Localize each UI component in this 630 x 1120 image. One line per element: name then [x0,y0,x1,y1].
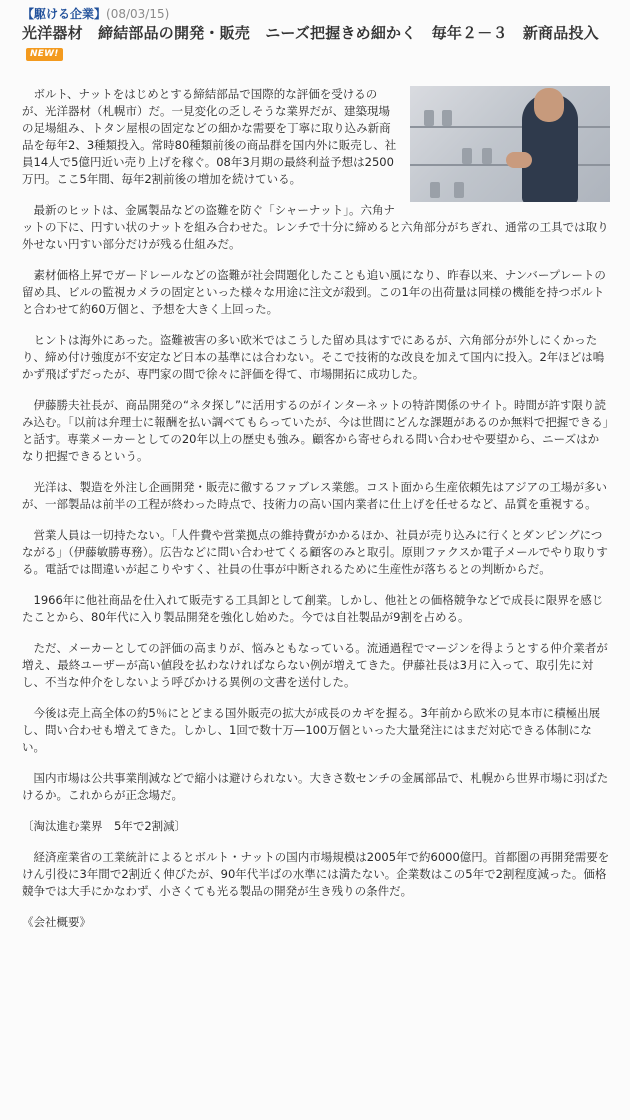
paragraph: 光洋は、製造を外注し企画開発・販売に徹するファブレス業態。コスト面から生産依頼先はアジアの工場が多いが、一部製品は前半の工程が終わった時点で、技術力の高い国内業者に仕上げを任せるなど、品質を重視する。 [22,480,607,511]
company-overview-heading: 《会社概要》 [22,915,91,929]
category-label[interactable]: 【駆ける企業】 [22,7,107,21]
paragraph: 素材価格上昇でガードレールなどの盗難が社会問題化したことも追い風になり、昨春以来、ナンバープレートの留め具、ビルの監視カメラの固定といった様々な用途に注文が殺到。この1年の出荷量は同様の機能を持つボルトと合わせて約60万個と、予想を大きく上回った。 [22,268,606,316]
paragraph: 1966年に他社商品を仕入れて販売する工具卸として創業。しかし、他社との価格競争などで成長に限界を感じたことから、80年代に入り製品開発を強化し始めた。今では自社製品が9割を占める。 [22,593,604,624]
paragraph: 国内市場は公共事業削減などで縮小は避けられない。大きさ数センチの金属部品で、札幌から世界市場に羽ばたけるか。これからが正念場だ。 [22,771,609,802]
category-line [22,6,610,22]
article-photo [410,86,610,202]
paragraph: ただ、メーカーとしての評価の高まりが、悩みともなっている。流通過程でマージンを得ようとする仲介業者が増え、最終ユーザーが高い値段を払わなければならない例が増えてきた。伊藤社長は3月に入って、取引先に対し、不当な仲介をしないよう呼びかける異例の文書を送付した。 [22,641,608,689]
paragraph: 最新のヒットは、金属製品などの盗難を防ぐ「シャーナット」。六角ナットの下に、円すい状のナットを組み合わせた。レンチで十分に締めると六角部分がちぎれ、通常の工具では取り外せない円すい部分だけが残る仕組みだ。 [22,203,609,251]
paragraph: ボルト、ナットをはじめとする締結部品で国際的な評価を受けるのが、光洋器材（札幌市）だ。一見変化の乏しそうな業界だが、建築現場の足場組み、トタン屋根の固定などの細かな需要を丁寧に取り込み新商品を毎年2、3種類投入。常時80種類前後の商品群を国内外に販売し、社員14人で5億円近い売り上げを稼ぐ。08年3月期の最終利益予想は2500万円。ここ5年間、毎年2割前後の増加を続けている。 [22,87,397,186]
paragraph: ヒントは海外にあった。盗難被害の多い欧米ではこうした留め具はすでにあるが、六角部分が外しにくかったり、締め付け強度が不安定など日本の基準には合わない。そこで技術的な改良を加えて国内に投入。2年ほどは鳴かず飛ばずだったが、専門家の間で徐々に評価を得て、市場開拓に成功した。 [22,333,605,381]
article-page [22,6,610,945]
publish-date: (08/03/15) [106,7,170,21]
paragraph: 営業人員は一切持たない。「人件費や営業拠点の維持費がかかるほか、社員が売り込みに行くとダンピングにつながる」（伊藤敏勝専務）。広告などに問い合わせてくる顧客のみと取引。原則ファクスか電子メールでやり取りする。電話では間違いが起こりやすく、社員の仕事が中断されるために生産性が落ちるとの判断からだ。 [22,528,608,576]
article-headline [22,24,610,62]
headline-text: 光洋器材 締結部品の開発・販売 ニーズ把握きめ細かく 毎年２－３ 新商品投入 [22,24,599,42]
section-heading: 〔淘汰進む業界 5年で2割減〕 [22,819,187,833]
section-paragraph: 経済産業省の工業統計によるとボルト・ナットの国内市場規模は2005年で約6000億円。首都圏の再開発需要をけん引役に3年間で2割近く伸びたが、90年代半ばの水準には満たない。企業数はこの5年で2割程度減った。価格競争では大手にかなわず、小さくても光る製品の開発が生き残りの条件だ。 [22,850,610,898]
new-badge: NEW! [26,48,63,61]
paragraph: 今後は売上高全体の約5％にとどまる国外販売の拡大が成長のカギを握る。3年前から欧米の見本市に積極出展し、問い合わせも増えてきた。しかし、1回で数十万—100万個といった大量発注にはまだ対応できる体制にない。 [22,706,601,754]
article-body [22,86,610,931]
paragraph: 伊藤勝夫社長が、商品開発の“ネタ探し”に活用するのがインターネットの特許関係のサイト。時間が許す限り読み込む。「以前は弁理士に報酬を払い調べてもらっていたが、今は世間にどんな課題があるのか無料で把握できる」と話す。専業メーカーとしての20年以上の歴史も強み。顧客から寄せられる問い合わせや要望から、ニーズはかなり把握できるという。 [22,398,609,463]
